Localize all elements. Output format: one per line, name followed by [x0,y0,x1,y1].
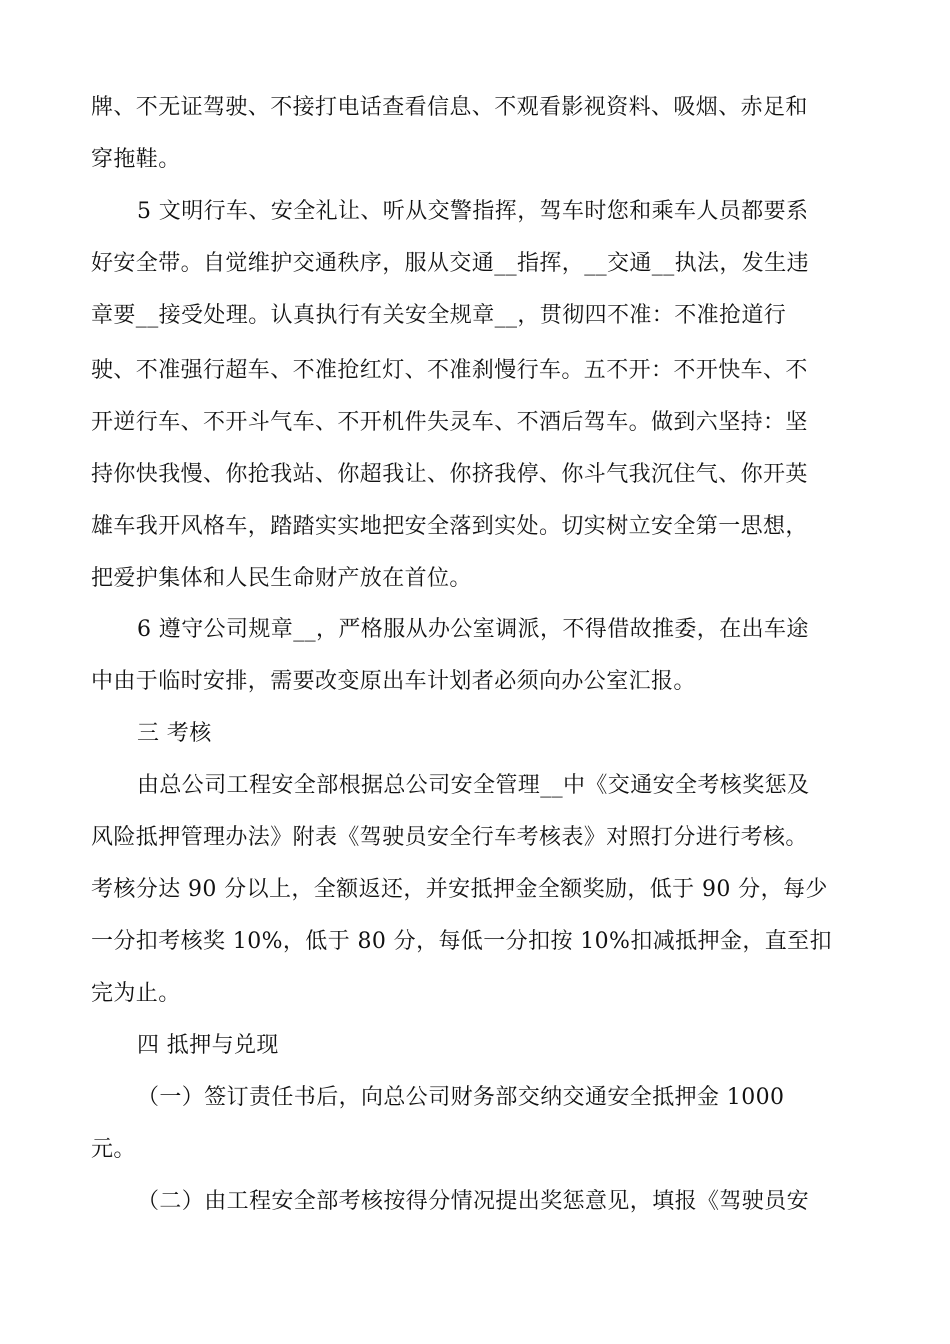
text-line: 驶、不准强行超车、不准抢红灯、不准刹慢行车。五不开：不开快车、不 [91,358,808,383]
text-line: 把爱护集体和人民生命财产放在首位。 [91,566,472,591]
paragraph-5-start: 5 文明行车、安全礼让、听从交警指挥，驾车时您和乘车人员都要系 [137,199,809,224]
text-line: 风险抵押管理办法》附表《驾驶员安全行车考核表》对照打分进行考核。 [91,825,808,850]
text-line: 牌、不无证驾驶、不接打电话查看信息、不观看影视资料、吸烟、赤足和 [91,95,808,120]
text-line: 元。 [91,1137,136,1162]
text-line: 穿拖鞋。 [91,147,181,172]
text-line: 持你快我慢、你抢我站、你超我让、你挤我停、你斗气我沉住气、你开英 [91,462,808,487]
text-line: （一）签订责任书后，向总公司财务部交纳交通安全抵押金 1000 [137,1085,785,1110]
section-heading-assessment: 三 考核 [137,721,212,746]
text-line: 开逆行车、不开斗气车、不开机件失灵车、不酒后驾车。做到六坚持：坚 [91,410,808,435]
text-line: 好安全带。自觉维护交通秩序，服从交通__指挥，__交通__执法，发生违 [91,251,810,276]
text-line: 一分扣考核奖 10%，低于 80 分，每低一分扣按 10%扣减抵押金，直至扣 [91,929,832,954]
text-line: 完为止。 [91,981,181,1006]
text-line: 雄车我开风格车，踏踏实实地把安全落到实处。切实树立安全第一思想， [91,514,808,539]
text-line: 考核分达 90 分以上，全额返还，并安抵押金全额奖励，低于 90 分，每少 [91,877,828,902]
text-line: （二）由工程安全部考核按得分情况提出奖惩意见，填报《驾驶员安 [137,1189,810,1214]
paragraph-6-start: 6 遵守公司规章__，严格服从办公室调派，不得借故推委，在出车途 [137,617,809,642]
text-line: 中由于临时安排，需要改变原出车计划者必须向办公室汇报。 [91,669,696,694]
text-line: 由总公司工程安全部根据总公司安全管理__中《交通安全考核奖惩及 [137,773,810,798]
section-heading-deposit: 四 抵押与兑现 [137,1033,279,1058]
text-line: 章要__接受处理。认真执行有关安全规章__，贯彻四不准：不准抢道行 [91,303,787,328]
